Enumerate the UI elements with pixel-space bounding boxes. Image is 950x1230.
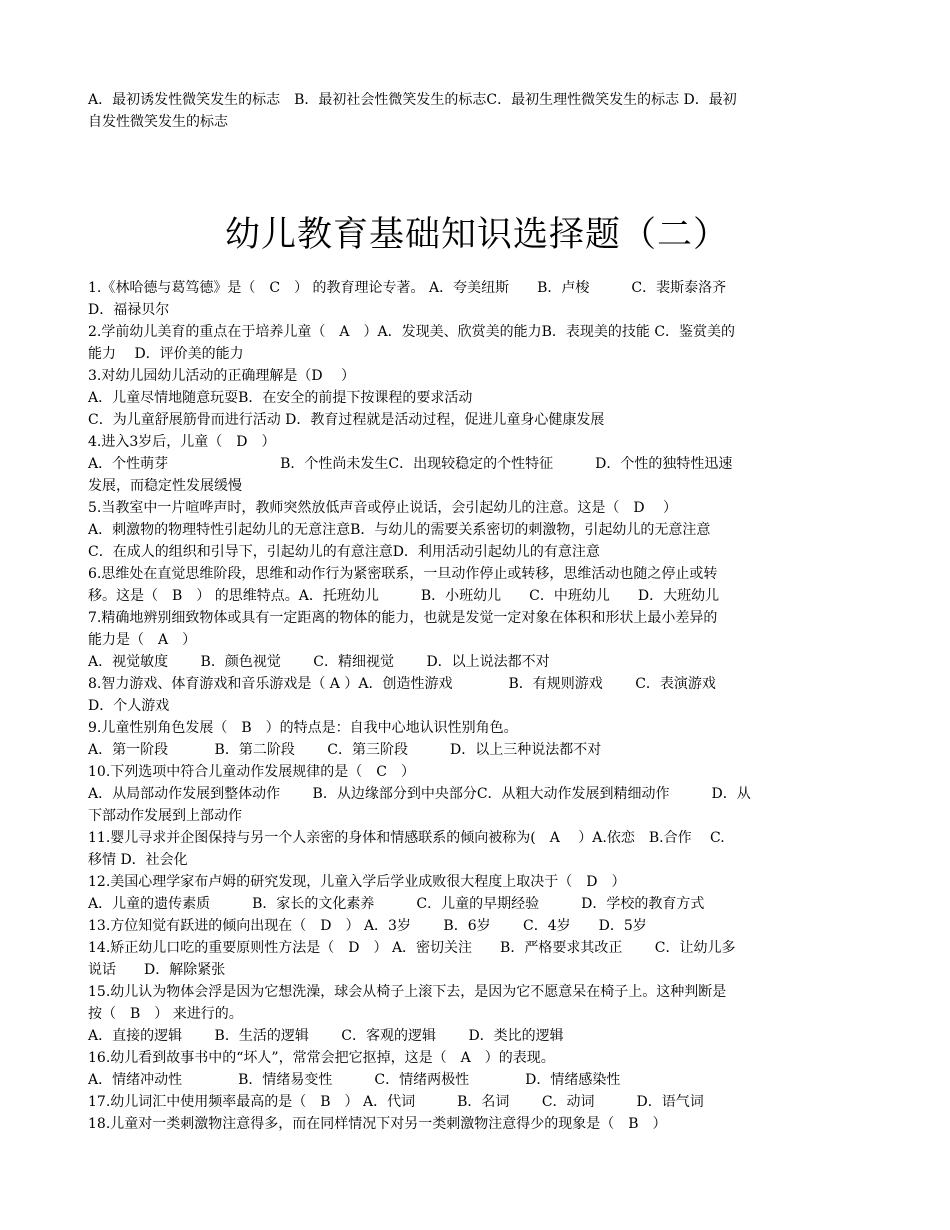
text-line: 5.当教室中一片喧哗声时，教师突然放低声音或停止说话，会引起幼儿的注意。这是（ D ） [88, 500, 678, 516]
text-line: 10.下列选项中符合儿童动作发展规律的是（ C ） [88, 764, 415, 780]
text-line: 16.幼儿看到故事书中的“坏人”，常常会把它抠掉，这是（ A ）的表现。 [88, 1050, 555, 1066]
text-line: 3.对幼儿园幼儿活动的正确理解是（D ） [88, 368, 356, 384]
text-line: A．直接的逻辑 B．生活的逻辑 C．客观的逻辑 D．类比的逻辑 [88, 1028, 564, 1044]
text-line: 按（ B ） 来进行的。 [88, 1006, 243, 1022]
text-line: 1.《林哈德与葛笃德》是（ C ） 的教育理论专著。 A．夸美纽斯 B．卢梭 C．裴斯泰洛齐 [88, 280, 727, 296]
text-line: A．个性萌芽 B．个性尚未发生C．出现较稳定的个性特征 D．个性的独特性迅速 [88, 456, 733, 472]
text-line: 移情 D．社会化 [88, 852, 188, 868]
text-line: 能力是（ A ） [88, 632, 197, 648]
page-title: 幼儿教育基础知识选择题（二） [224, 215, 729, 255]
text-line: 2.学前幼儿美育的重点在于培养儿童（ A ）A．发现美、欣赏美的能力B．表现美的技能 C．鉴赏美的 [88, 324, 736, 340]
text-line: 8.智力游戏、体育游戏和音乐游戏是（ A ）A．创造性游戏 B．有规则游戏 C．表演游戏 [88, 676, 716, 692]
text-line: 4.进入3岁后，儿童（ D ） [88, 434, 276, 450]
text-line: 下部动作发展到上部动作 [88, 808, 242, 824]
question-list [88, 277, 866, 1135]
text-line: A．最初诱发性微笑发生的标志 B．最初社会性微笑发生的标志C．最初生理性微笑发生的标志 D．最初 [88, 92, 737, 108]
text-line: 6.思维处在直觉思维阶段，思维和动作行为紧密联系，一旦动作停止或转移，思维活动也随之停止或转 [88, 566, 718, 582]
text-line: D．福禄贝尔 [88, 302, 170, 318]
text-line: C．为儿童舒展筋骨而进行活动 D．教育过程就是活动过程，促进儿童身心健康发展 [88, 412, 605, 428]
text-line: 7.精确地辨别细致物体或具有一定距离的物体的能力，也就是发觉一定对象在体积和形状上最小差异的 [88, 610, 718, 626]
text-line: 12.美国心理学家布卢姆的研究发现，儿童入学后学业成败很大程度上取决于（ D ） [88, 874, 626, 890]
text-line: A．从局部动作发展到整体动作 B．从边缘部分到中央部分C．从粗大动作发展到精细动作 D．从 [88, 786, 751, 802]
text-line: 能力 D．评价美的能力 [88, 346, 244, 362]
text-line: A．儿童的遗传素质 B．家长的文化素养 C．儿童的早期经验 D．学校的教育方式 [88, 896, 705, 912]
text-line: 9.儿童性别角色发展（ B ）的特点是：自我中心地认识性别角色。 [88, 720, 518, 736]
document-page [88, 89, 866, 1135]
text-line: A．情绪冲动性 B．情绪易变性 C．情绪两极性 D．情绪感染性 [88, 1072, 621, 1088]
text-line: 发展，而稳定性发展缓慢 [88, 478, 242, 494]
previous-question-fragment [88, 89, 866, 133]
text-line: A．刺激物的物理特性引起幼儿的无意注意B．与幼儿的需要关系密切的刺激物，引起幼儿的无意注意 [88, 522, 711, 538]
text-line: D．个人游戏 [88, 698, 170, 714]
text-line: 15.幼儿认为物体会浮是因为它想洗澡，球会从椅子上滚下去，是因为它不愿意呆在椅子上。这种判断是 [88, 984, 727, 1000]
text-line: 说话 D．解除紧张 [88, 962, 226, 978]
text-line: A．儿童尽情地随意玩耍B．在安全的前提下按课程的要求活动 [88, 390, 473, 406]
text-line: C．在成人的组织和引导下，引起幼儿的有意注意D．利用活动引起幼儿的有意注意 [88, 544, 600, 560]
text-line: 18.儿童对一类刺激物注意得多，而在同样情况下对另一类刺激物注意得少的现象是（ B ） [88, 1116, 667, 1132]
text-line: 14.矫正幼儿口吃的重要原则性方法是（ D ） A．密切关注 B．严格要求其改正 C．让幼儿多 [88, 940, 736, 956]
text-line: 11.婴儿寻求并企图保持与另一个人亲密的身体和情感联系的倾向被称为( A ）A.依恋 B.合作 C. [88, 830, 725, 846]
text-line: A．第一阶段 B．第二阶段 C．第三阶段 D．以上三种说法都不对 [88, 742, 602, 758]
text-line: A．视觉敏度 B．颜色视觉 C．精细视觉 D．以上说法都不对 [88, 654, 550, 670]
text-line: 13.方位知觉有跃进的倾向出现在（ D ） A．3岁 B．6岁 C．4岁 D．5岁 [88, 918, 647, 934]
text-line: 17.幼儿词汇中使用频率最高的是（ B ） A．代词 B．名词 C．动词 D．语气词 [88, 1094, 704, 1110]
text-line: 移。这是（ B ） 的思维特点。A．托班幼儿 B．小班幼儿 C．中班幼儿 D．大班幼儿 [88, 588, 720, 604]
text-line: 自发性微笑发生的标志 [88, 114, 228, 130]
